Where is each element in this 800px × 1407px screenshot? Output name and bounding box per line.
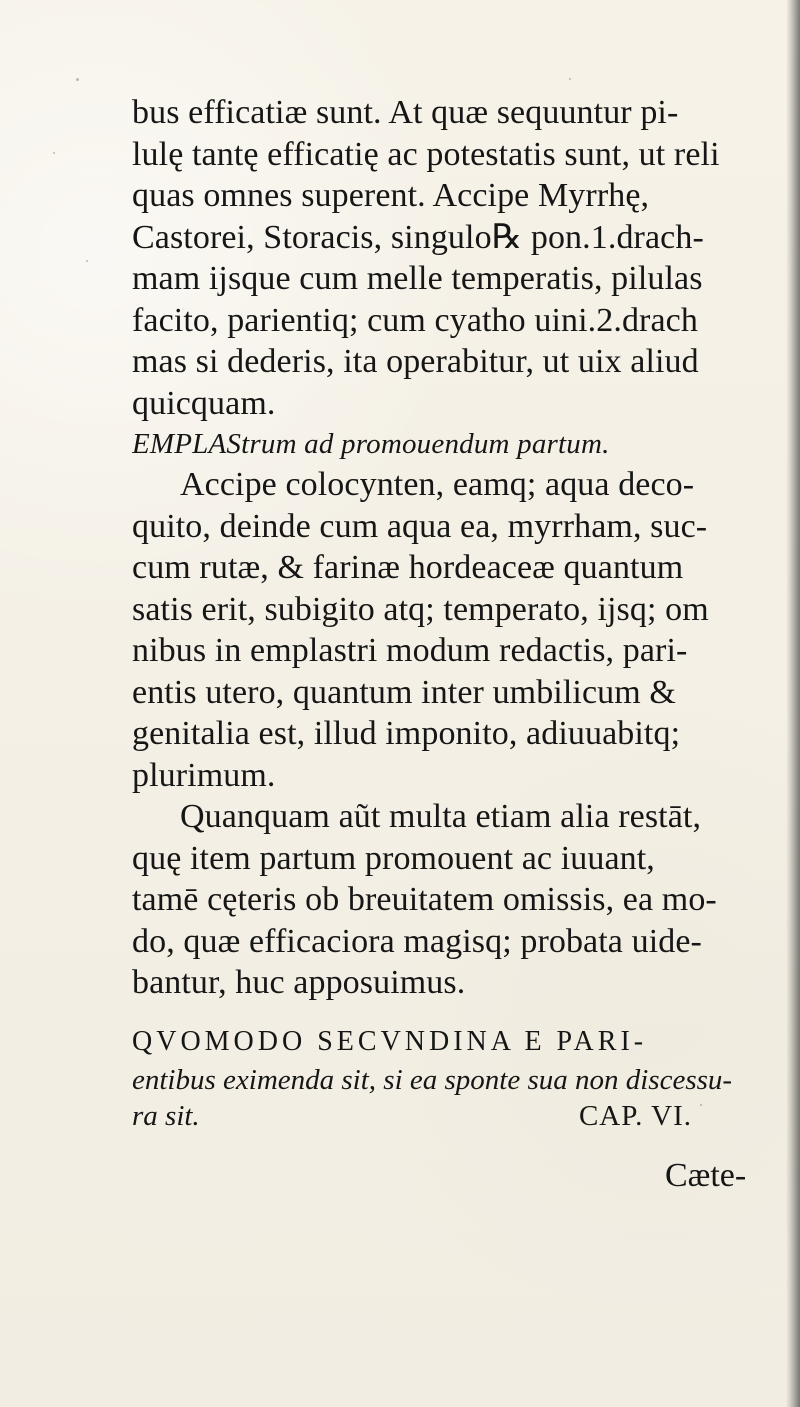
text-line: lulę tantę efficatię ac potestatis sunt, ut reli bbox=[132, 135, 720, 173]
text-line: entis utero, quantum inter umbilicum & bbox=[132, 673, 676, 711]
text-line: mam ijsque cum melle temperatis, pilulas bbox=[132, 260, 703, 297]
text-line: Castorei, Storacis, singulo℞ pon.1.drach- bbox=[132, 218, 704, 256]
text-line: genitalia est, illud imponito, adiuuabitq; bbox=[132, 715, 681, 752]
heading-text: EMPLAStrum ad promouendum partum. bbox=[132, 428, 610, 460]
main-text-block bbox=[132, 92, 772, 1134]
page-edge-shadow bbox=[786, 0, 800, 1407]
text-line: Accipe colocynten, eamq; aqua deco- bbox=[180, 466, 695, 503]
text-line: satis erit, subigito atq; temperato, ijsq; om bbox=[132, 590, 709, 628]
text-line: do, quæ efficaciora magisq; probata uide- bbox=[132, 922, 702, 960]
text-line: quę item partum promouent ac iuuant, bbox=[132, 839, 655, 877]
text-line: quas omnes superent. Accipe Myrrhę, bbox=[132, 177, 650, 214]
text-line: cum rutæ, & farinæ hordeaceæ quantum bbox=[132, 549, 684, 586]
text-line: Quanquam aũt multa etiam alia restāt, bbox=[180, 798, 702, 835]
paper-speck bbox=[569, 78, 571, 80]
chapter-number: CAP. VI. bbox=[578, 1099, 692, 1132]
paper-speck bbox=[53, 152, 55, 154]
text-line: bus efficatiæ sunt. At quæ sequuntur pi- bbox=[132, 94, 679, 131]
text-line: nibus in emplastri modum redactis, pari- bbox=[132, 632, 688, 669]
text-line: mas si dederis, ita operabitur, ut uix aliud bbox=[132, 343, 699, 380]
text-line: plurimum. bbox=[132, 756, 276, 794]
chapter-final-line bbox=[132, 1098, 692, 1134]
section-heading bbox=[132, 424, 772, 464]
chapter-title-line: QVOMODO SECVNDINA E PARI- bbox=[132, 1025, 648, 1057]
text-line: facito, parientiq; cum cyatho uini.2.drach bbox=[132, 301, 698, 339]
text-line: quicquam. bbox=[132, 384, 276, 422]
paper-speck bbox=[76, 78, 79, 81]
chapter-heading bbox=[132, 1022, 772, 1134]
catchword: Cæte- bbox=[665, 1157, 747, 1194]
text-line: bantur, huc apposuimus. bbox=[132, 964, 466, 1001]
chapter-final-left: ra sit. bbox=[132, 1099, 200, 1132]
chapter-subtitle-line: entibus eximenda sit, si ea sponte sua non discessu- bbox=[132, 1063, 733, 1096]
text-line: quito, deinde cum aqua ea, myrrham, suc- bbox=[132, 507, 708, 545]
text-line: tamē cęteris ob breuitatem omissis, ea mo- bbox=[132, 881, 717, 918]
paper-speck bbox=[86, 260, 88, 262]
